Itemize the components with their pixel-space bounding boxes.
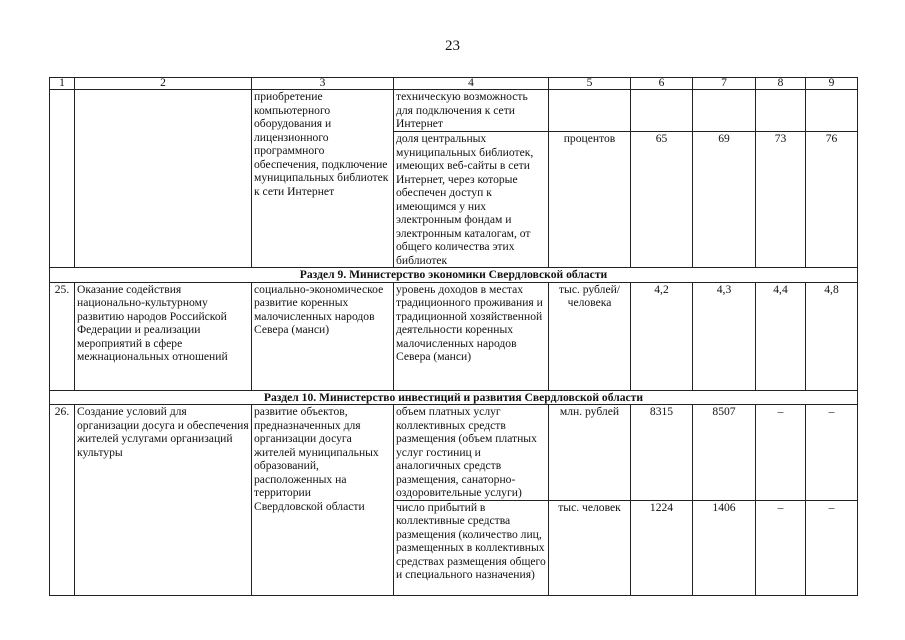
cell-unit: тыс. человек <box>549 500 631 595</box>
cell-value: 4,3 <box>693 282 756 390</box>
cell-value <box>693 90 756 132</box>
cell-task <box>75 90 252 268</box>
section-row <box>50 390 858 405</box>
cell-num: 26. <box>50 405 75 596</box>
cell-indicator: техническую возможность для подключения к сети Интернет <box>394 90 549 132</box>
cell-indicator: объем платных услуг коллективных средств размещения (объем платных услуг гостиниц и аналогичных средств размещения, санаторно-оздоровительные услуги) <box>394 405 549 501</box>
cell-value: 8315 <box>631 405 693 501</box>
cell-value: 1224 <box>631 500 693 595</box>
cell-task: Оказание содействия национально-культурному развитию народов Российской Федерации и реализации мероприятий в сфере межнациональных отношений <box>75 282 252 390</box>
cell-value: 73 <box>756 132 806 268</box>
cell-value: – <box>806 500 858 595</box>
cell-value: 4,4 <box>756 282 806 390</box>
cell-num <box>50 90 75 268</box>
cell-value: – <box>756 500 806 595</box>
cell-unit <box>549 90 631 132</box>
cell-value: – <box>806 405 858 501</box>
indicators-table <box>49 77 858 596</box>
cell-value <box>631 90 693 132</box>
cell-value: 1406 <box>693 500 756 595</box>
column-number-row <box>50 78 858 90</box>
table-row <box>50 282 858 390</box>
table-row <box>50 405 858 501</box>
column-number: 5 <box>549 78 631 90</box>
cell-unit: млн. рублей <box>549 405 631 501</box>
cell-value: 65 <box>631 132 693 268</box>
cell-value: 4,8 <box>806 282 858 390</box>
cell-value <box>806 90 858 132</box>
cell-indicator: доля центральных муниципальных библиотек, имеющих веб-сайты в сети Интернет, через которые обеспечен доступ к имеющимся у них электронным фондам и электронным каталогам, от общего количества этих библиотек <box>394 132 549 268</box>
table-row <box>50 90 858 132</box>
section-heading: Раздел 10. Министерство инвестиций и развития Свердловской области <box>50 390 858 405</box>
column-number: 4 <box>394 78 549 90</box>
cell-activity: приобретение компьютерного оборудования и лицензионного программного обеспечения, подключение муниципальных библиотек к сети Интернет <box>252 90 394 268</box>
page-number: 23 <box>445 38 460 54</box>
column-number: 9 <box>806 78 858 90</box>
cell-unit: процентов <box>549 132 631 268</box>
section-row <box>50 268 858 283</box>
cell-value: 8507 <box>693 405 756 501</box>
cell-activity: Свердловской области <box>252 500 394 595</box>
column-number: 7 <box>693 78 756 90</box>
cell-task: Создание условий для организации досуга и обеспечения жителей услугами организаций культуры <box>75 405 252 596</box>
cell-indicator: уровень доходов в местах традиционного проживания и традиционной хозяйственной деятельности коренных малочисленных народов Севера (манси) <box>394 282 549 390</box>
cell-value: 76 <box>806 132 858 268</box>
cell-activity: развитие объектов, предназначенных для организации досуга жителей муниципальных образований, расположенных на территории <box>252 405 394 501</box>
section-heading: Раздел 9. Министерство экономики Свердловской области <box>50 268 858 283</box>
cell-value: 4,2 <box>631 282 693 390</box>
cell-value: – <box>756 405 806 501</box>
column-number: 3 <box>252 78 394 90</box>
column-number: 2 <box>75 78 252 90</box>
cell-indicator: число прибытий в коллективные средства размещения (количество лиц, размещенных в коллективных средствах размещения общего и специального назначения) <box>394 500 549 595</box>
cell-num: 25. <box>50 282 75 390</box>
cell-value <box>756 90 806 132</box>
column-number: 1 <box>50 78 75 90</box>
cell-unit: тыс. рублей/ человека <box>549 282 631 390</box>
cell-value: 69 <box>693 132 756 268</box>
column-number: 6 <box>631 78 693 90</box>
column-number: 8 <box>756 78 806 90</box>
cell-activity: социально-экономическое развитие коренных малочисленных народов Севера (манси) <box>252 282 394 390</box>
